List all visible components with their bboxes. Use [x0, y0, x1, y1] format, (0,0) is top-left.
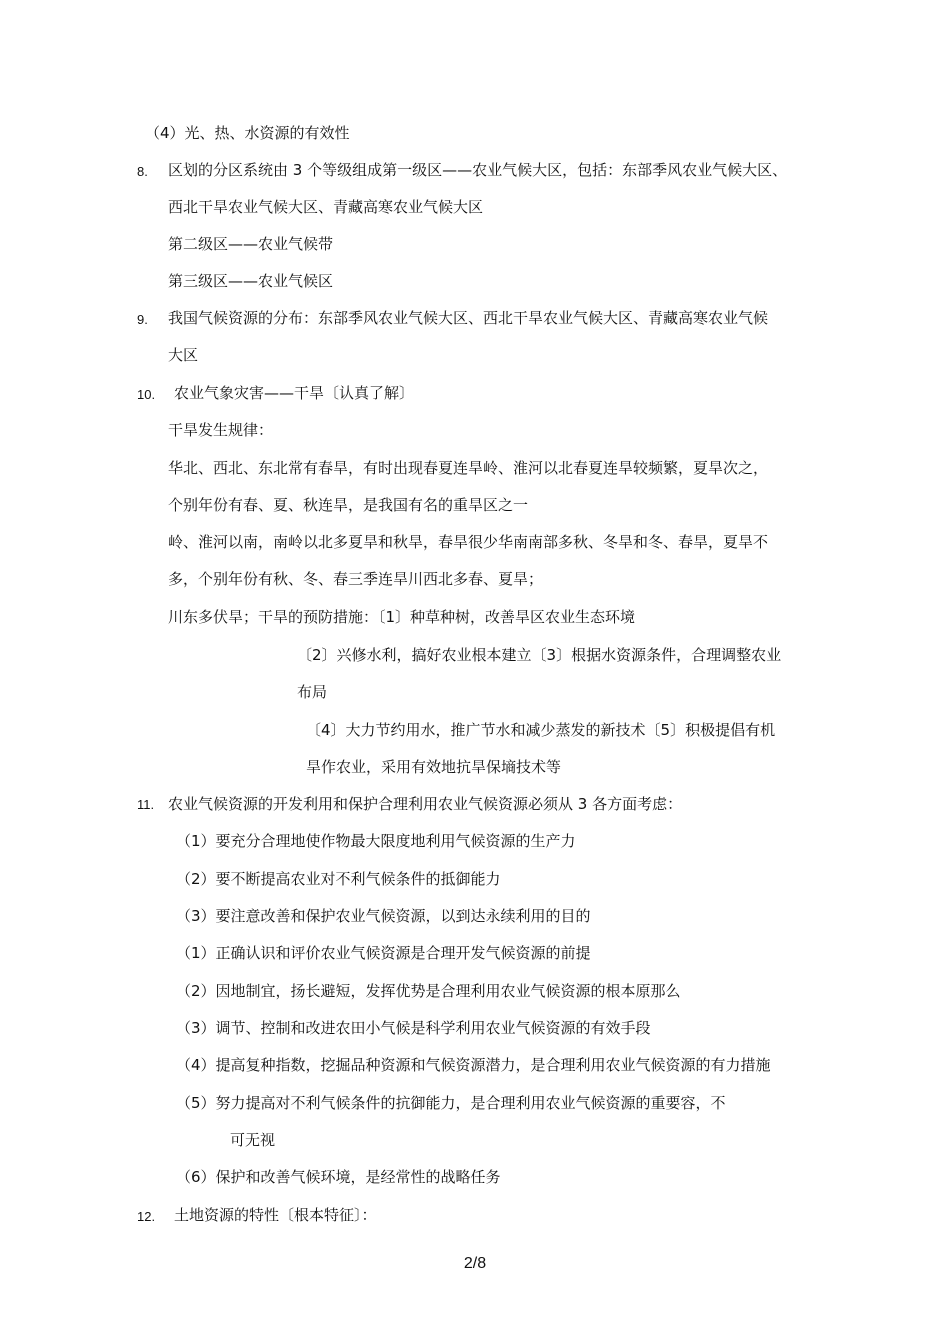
- text-line: 旱作农业，采用有效地抗旱保墒技术等: [306, 758, 562, 776]
- item-number-10: 10.: [137, 387, 156, 402]
- item-number-11: 11.: [137, 797, 155, 812]
- text-line: 大区: [168, 346, 199, 364]
- text-line: 第三级区——农业气候区: [168, 272, 334, 290]
- text-line: 〔4〕大力节约用水，推广节水和减少蒸发的新技术〔5〕积极提倡有机: [306, 721, 776, 739]
- text-line: （4）提高复种指数，挖掘品种资源和气候资源潜力，是合理利用农业气候资源的有力措施: [176, 1056, 771, 1074]
- text-line: 区划的分区系统由 3 个等级组成第一级区——农业气候大区，包括：东部季风农业气候大区、: [168, 161, 788, 179]
- text-line: （1）正确认识和评价农业气候资源是合理开发气候资源的前提: [176, 944, 591, 962]
- text-line: 华北、西北、东北常有春旱，有时出现春夏连旱岭、淮河以北春夏连旱较频繁，夏旱次之，: [168, 459, 769, 477]
- item-number-8: 8.: [137, 164, 148, 179]
- text-line: 〔2〕兴修水利，搞好农业根本建立〔3〕根据水资源条件，合理调整农业: [297, 646, 782, 664]
- text-line: （6）保护和改善气候环境，是经常性的战略任务: [176, 1168, 501, 1186]
- text-line: 我国气候资源的分布：东部季风农业气候大区、西北干旱农业气候大区、青藏高寒农业气候: [168, 309, 769, 327]
- text-line: 干旱发生规律：: [168, 421, 274, 439]
- text-line: 西北干旱农业气候大区、青藏高寒农业气候大区: [168, 198, 484, 216]
- text-line: 岭、淮河以南，南岭以北多夏旱和秋旱，春旱很少华南南部多秋、冬旱和冬、春旱，夏旱不: [168, 533, 769, 551]
- text-line: （3）要注意改善和保护农业气候资源，以到达永续利用的目的: [176, 907, 591, 925]
- item-number-9: 9.: [137, 312, 148, 327]
- text-line: 可无视: [230, 1131, 276, 1149]
- text-line: 农业气象灾害——干旱〔认真了解〕: [174, 384, 415, 402]
- text-line: （1）要充分合理地使作物最大限度地利用气候资源的生产力: [176, 832, 576, 850]
- text-line: 多，个别年份有秋、冬、春三季连旱川西北多春、夏旱；: [168, 570, 544, 588]
- text-line: （5）努力提高对不利气候条件的抗御能力，是合理利用农业气候资源的重要容，不: [176, 1094, 726, 1112]
- text-line: （3）调节、控制和改进农田小气候是科学利用农业气候资源的有效手段: [176, 1019, 651, 1037]
- text-line: 第二级区——农业气候带: [168, 235, 334, 253]
- item-number-12: 12.: [137, 1209, 156, 1224]
- text-line: （2）因地制宜，扬长避短，发挥优势是合理利用农业气候资源的根本原那么: [176, 982, 681, 1000]
- text-line: 农业气候资源的开发利用和保护合理利用农业气候资源必须从 3 各方面考虑：: [168, 795, 683, 813]
- text-line: 川东多伏旱；干旱的预防措施：〔1〕种草种树，改善旱区农业生态环境: [168, 608, 636, 626]
- text-line: 布局: [297, 683, 328, 701]
- text-line: 个别年份有春、夏、秋连旱，是我国有名的重旱区之一: [168, 496, 529, 514]
- text-line: 土地资源的特性〔根本特征〕：: [174, 1206, 377, 1224]
- page-number: 2/8: [463, 1255, 487, 1272]
- text-line: （2）要不断提高农业对不利气候条件的抵御能力: [176, 870, 501, 888]
- text-line: （4）光、热、水资源的有效性: [145, 124, 350, 142]
